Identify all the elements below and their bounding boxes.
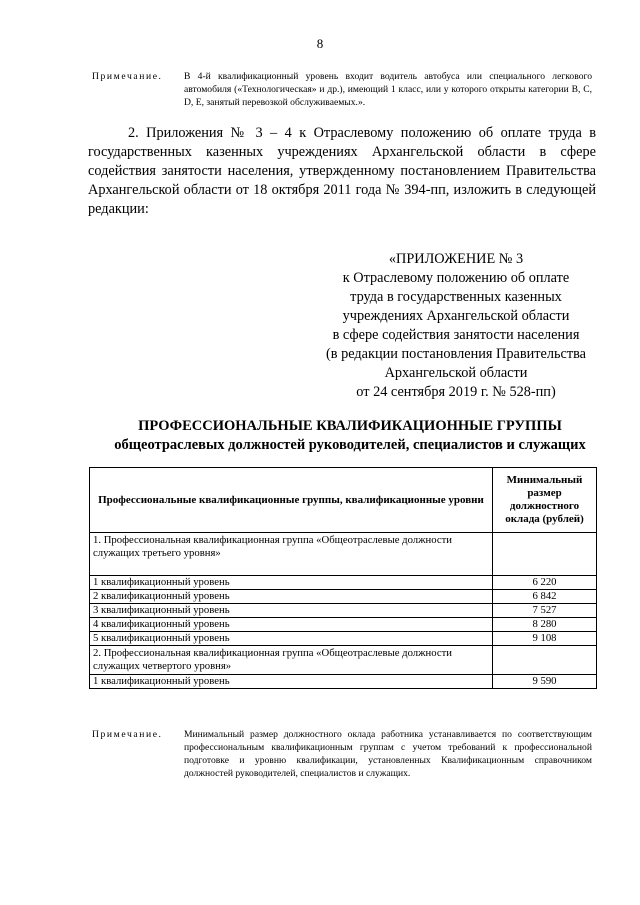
document-title — [60, 417, 640, 455]
table-row — [90, 590, 597, 604]
note-label: Примечание. — [92, 71, 163, 82]
group-salary-empty — [493, 646, 597, 675]
appendix-line: Архангельской области — [384, 365, 528, 381]
level-cell: 1 квалификационный уровень — [90, 576, 493, 590]
group-title: 1. Профессиональная квалификационная группа «Общеотраслевые должности служащих третьего уровня» — [90, 533, 493, 576]
salary-cell: 9 108 — [493, 632, 597, 646]
title-line-1: ПРОФЕССИОНАЛЬНЫЕ КВАЛИФИКАЦИОННЫЕ ГРУППЫ — [138, 418, 562, 434]
table-row — [90, 618, 597, 632]
level-cell: 1 квалификационный уровень — [90, 675, 493, 689]
note-bottom — [92, 728, 592, 780]
salary-cell: 9 590 — [493, 675, 597, 689]
level-cell: 2 квалификационный уровень — [90, 590, 493, 604]
group-salary-empty — [493, 533, 597, 576]
appendix-line: в сфере содействия занятости населения — [332, 327, 580, 343]
level-cell: 4 квалификационный уровень — [90, 618, 493, 632]
column-header-groups: Профессиональные квалификационные группы, квалификационные уровни — [90, 468, 493, 533]
note-label: Примечание. — [92, 729, 163, 740]
level-cell: 5 квалификационный уровень — [90, 632, 493, 646]
table-row — [90, 604, 597, 618]
salary-cell: 6 842 — [493, 590, 597, 604]
table-group-row — [90, 533, 597, 576]
salary-cell: 6 220 — [493, 576, 597, 590]
qualification-table — [89, 467, 597, 689]
appendix-line: учреждениях Архангельской области — [342, 308, 570, 324]
table-group-row — [90, 646, 597, 675]
column-header-salary: Минимальный размер должностного оклада (рублей) — [493, 468, 597, 533]
appendix-line: (в редакции постановления Правительства — [325, 346, 587, 362]
appendix-header — [296, 250, 616, 402]
table-row — [90, 576, 597, 590]
note-top — [92, 70, 592, 109]
table-row — [90, 675, 597, 689]
appendix-line: «ПРИЛОЖЕНИЕ № 3 — [388, 251, 524, 267]
note-text: В 4-й квалификационный уровень входит водитель автобуса или специального легкового автомобиля («Технологическая» и др.), имеющий 1 класс, или у которого открыты категории B, C, D, E, занятый перевозкой обслуживаемых.». — [184, 71, 592, 108]
note-text: Минимальный размер должностного оклада работника устанавливается по соответствующим профессиональным квалификационным группам с учетом требований к профессиональной подготовке и уровню квалификации, установленных Квалификационным справочником должностей руководителей, специалистов и служащих. — [184, 729, 592, 779]
appendix-line: от 24 сентября 2019 г. № 528-пп) — [356, 384, 556, 400]
appendix-line: труда в государственных казенных — [350, 289, 562, 305]
table-header-row — [90, 468, 597, 533]
appendix-line: к Отраслевому положению об оплате — [342, 270, 570, 286]
table-row — [90, 632, 597, 646]
title-line-2: общеотраслевых должностей руководителей, специалистов и служащих — [114, 437, 586, 453]
salary-cell: 8 280 — [493, 618, 597, 632]
salary-cell: 7 527 — [493, 604, 597, 618]
amendment-paragraph: 2. Приложения № 3 – 4 к Отраслевому положению об оплате труда в государственных казенных учреждениях Архангельской области в сфере содействия занятости населения, утвержденному постановлением Правительства Архангельской области от 18 октября 2011 года № 394-пп, изложить в следующей редакции: — [88, 125, 596, 217]
group-title: 2. Профессиональная квалификационная группа «Общеотраслевые должности служащих четвертого уровня» — [90, 646, 493, 675]
page-number: 8 — [316, 36, 324, 51]
level-cell: 3 квалификационный уровень — [90, 604, 493, 618]
